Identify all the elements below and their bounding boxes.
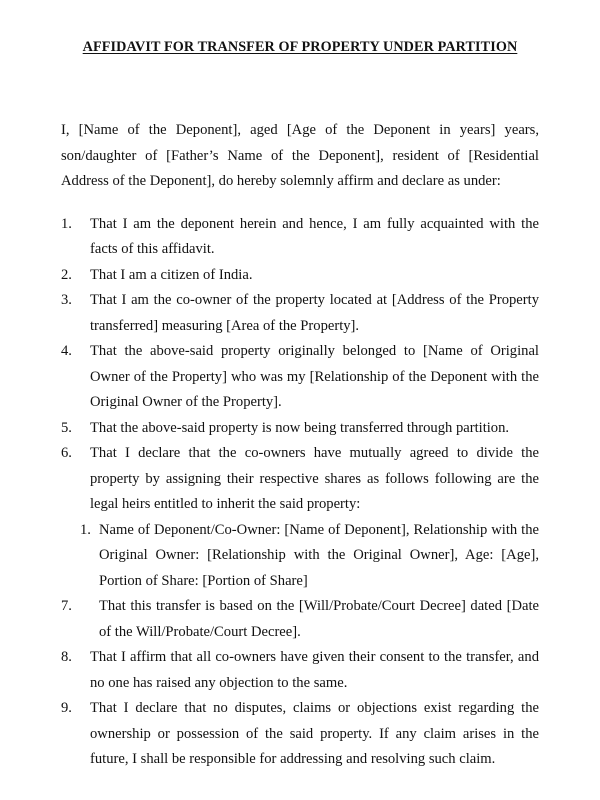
item-number: 2. [61,266,72,283]
declaration-list [61,212,539,773]
item-number: 3. [61,292,72,308]
list-item [61,339,539,416]
list-item [61,288,539,339]
list-item [61,594,539,645]
item-text: That I declare that the co-owners have mutually agreed to divide the property by assigning their respective shares as follows following are the legal heirs entitled to inherit the said property: [90,445,539,512]
list-item [61,645,539,696]
item-number: 8. [61,649,72,665]
item-number: 7. [61,598,72,614]
item-text: That I declare that no disputes, claims or objections exist regarding the ownership or possession of the said property. If any claim arises in the future, I shall be responsible for addressing and resolving such claim. [90,700,539,767]
item-number: 4. [61,343,72,359]
list-item [61,696,539,773]
item-number: 9. [61,700,72,716]
list-item [61,212,539,263]
list-item [61,263,539,289]
sub-item-text: Name of Deponent/Co-Owner: [Name of Deponent], Relationship with the Original Owner: [Relationship with the Original Owner], Age: [Age], Portion of Share: [Portion of Share] [99,521,539,589]
item-text: That I am a citizen of India. [90,266,253,283]
item-number: 5. [61,419,72,436]
item-text: That the above-said property originally belonged to [Name of Original Owner of the Property] who was my [Relationship of the Deponent with the Original Owner of the Property]. [90,343,539,410]
list-item [61,416,539,442]
item-number: 1. [61,215,72,232]
document-title: AFFIDAVIT FOR TRANSFER OF PROPERTY UNDER PARTITION [82,39,518,55]
intro-paragraph: I, [Name of the Deponent], aged [Age of the Deponent in years] years, son/daughter of [Father’s Name of the Deponent], resident of [Residential Address of the Deponent], do hereby solemnly affirm and declare as under: [61,122,539,189]
item-number: 6. [61,445,72,461]
item-text: That this transfer is based on the [Will/Probate/Court Decree] dated [Date of the Will/Probate/Court Decree]. [99,598,539,640]
sub-item-number: 1. [80,521,91,538]
item-text: That the above-said property is now being transferred through partition. [90,419,510,436]
item-text: That I am the deponent herein and hence, I am fully acquainted with the facts of this affidavit. [90,215,539,257]
item-text: That I affirm that all co-owners have given their consent to the transfer, and no one has raised any objection to the same. [90,649,539,691]
list-item [61,441,539,518]
sub-list-item [61,518,539,595]
item-text: That I am the co-owner of the property located at [Address of the Property transferred] measuring [Area of the Property]. [90,292,539,334]
